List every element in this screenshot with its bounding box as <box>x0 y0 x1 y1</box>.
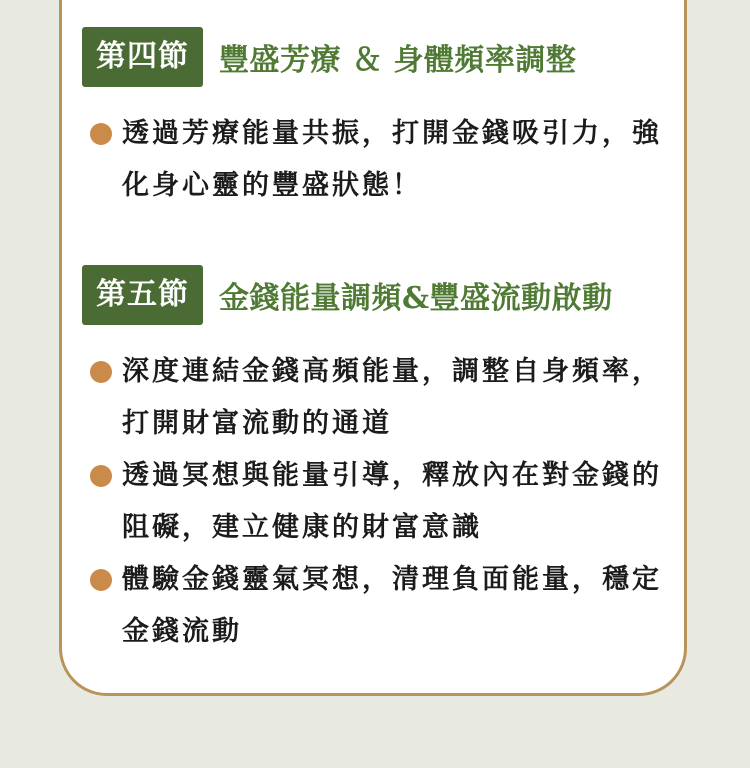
bullet-text: 體驗金錢靈氣冥想，清理負面能量，穩定金錢流動 <box>122 564 662 647</box>
section-5-badge: 第五節 <box>82 265 203 325</box>
section-4-badge: 第四節 <box>82 27 203 87</box>
list-item <box>90 554 670 658</box>
bullet-dot-icon <box>90 465 112 487</box>
list-item <box>90 108 670 212</box>
bullet-dot-icon <box>90 569 112 591</box>
bullet-dot-icon <box>90 123 112 145</box>
section-5-header <box>82 265 613 325</box>
bullet-text: 透過冥想與能量引導，釋放內在對金錢的阻礙，建立健康的財富意識 <box>122 460 662 543</box>
section-5-title: 金錢能量調頻&豐盛流動啟動 <box>219 281 613 316</box>
section-4-list <box>90 108 670 212</box>
list-item <box>90 346 670 450</box>
section-4-title: 豐盛芳療 ＆ 身體頻率調整 <box>219 43 577 78</box>
bullet-text: 深度連結金錢高頻能量，調整自身頻率，打開財富流動的通道 <box>122 356 662 439</box>
list-item <box>90 450 670 554</box>
section-4-header <box>82 27 576 87</box>
bullet-text: 透過芳療能量共振，打開金錢吸引力，強化身心靈的豐盛狀態！ <box>122 118 662 201</box>
bullet-dot-icon <box>90 361 112 383</box>
section-5-list <box>90 346 670 658</box>
